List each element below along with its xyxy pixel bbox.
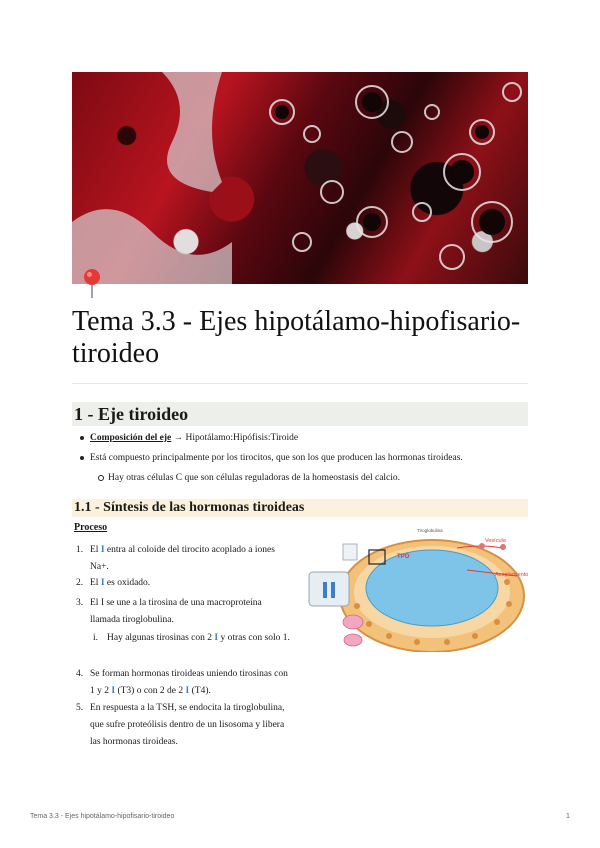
list-item xyxy=(108,472,518,484)
step-text: El xyxy=(90,578,101,588)
list-item xyxy=(93,630,292,647)
list-item xyxy=(76,595,290,629)
iodine-symbol: I xyxy=(100,578,105,588)
thyroid-follicle-diagram xyxy=(307,526,531,652)
top-label: Tiroglobulina xyxy=(417,528,443,533)
step-text: entra al coloide del tirocito acoplado a iones Na+. xyxy=(90,545,275,572)
step-text: es oxidado. xyxy=(104,578,151,588)
list-item xyxy=(90,452,520,464)
step-number: 1. xyxy=(76,545,84,555)
iodine-symbol: I xyxy=(111,686,116,696)
step-number: 3. xyxy=(76,598,84,608)
section-heading: 1 - Eje tiroideo xyxy=(72,402,528,426)
step-number: 5. xyxy=(76,703,84,713)
page-number: 1 xyxy=(566,813,570,820)
coupling-label: Acoplamiento xyxy=(495,572,529,578)
step-text: El I se une a la tirosina de una macroproteína llamada tiroglobulina. xyxy=(90,598,262,625)
step-text: y otras con solo 1. xyxy=(218,633,290,643)
vesicle-label: Vesícula xyxy=(485,538,506,544)
composicion-label: Composición del eje xyxy=(90,433,172,443)
step-number: 4. xyxy=(76,669,84,679)
list-item-text: Está compuesto principalmente por los tirocitos, que son los que producen las hormonas tiroideas. xyxy=(90,453,463,463)
pin-icon xyxy=(83,268,101,298)
step-text: (T3) o con 2 de 2 xyxy=(115,686,186,696)
iodine-symbol: I xyxy=(185,686,190,696)
list-item xyxy=(76,575,290,592)
list-item xyxy=(90,432,520,444)
step-number: 2. xyxy=(76,578,84,588)
step-text: En respuesta a la TSH, se endocita la tiroglobulina, que sufre proteólisis dentro de un lisosoma y libera las hormonas tiroideas. xyxy=(90,703,285,747)
page-title: Tema 3.3 - Ejes hipotálamo-hipofisario-tiroideo xyxy=(72,306,521,369)
composicion-text: → Hipotálamo:Hipófisis:Tiroide xyxy=(171,433,299,443)
divider xyxy=(72,383,528,384)
step-text: El xyxy=(90,545,101,555)
bullet-icon xyxy=(98,475,104,481)
iodine-symbol: I xyxy=(100,545,105,555)
subsection-heading: 1.1 - Síntesis de las hormonas tiroideas xyxy=(72,499,528,517)
tpo-label: TPO xyxy=(397,554,410,560)
step-text: (T4). xyxy=(189,686,211,696)
step-number: i. xyxy=(93,633,99,643)
step-text: Se forman hormonas tiroideas uniendo tirosinas con 1 y 2 xyxy=(90,669,288,696)
list-item-text: Hay otras células C que son células reguladoras de la homeostasis del calcio. xyxy=(108,473,401,483)
proceso-heading: Proceso xyxy=(74,522,108,533)
bullet-icon xyxy=(80,436,84,440)
bullet-icon xyxy=(80,456,84,460)
iodine-symbol: I xyxy=(214,633,219,643)
step-text: Hay algunas tirosinas con 2 xyxy=(107,633,215,643)
list-item xyxy=(76,542,290,576)
footer-title: Tema 3.3 - Ejes hipotálamo-hipofisario-tiroideo xyxy=(30,813,175,820)
cover-image xyxy=(72,72,528,284)
list-item xyxy=(76,666,290,700)
list-item xyxy=(76,700,290,751)
